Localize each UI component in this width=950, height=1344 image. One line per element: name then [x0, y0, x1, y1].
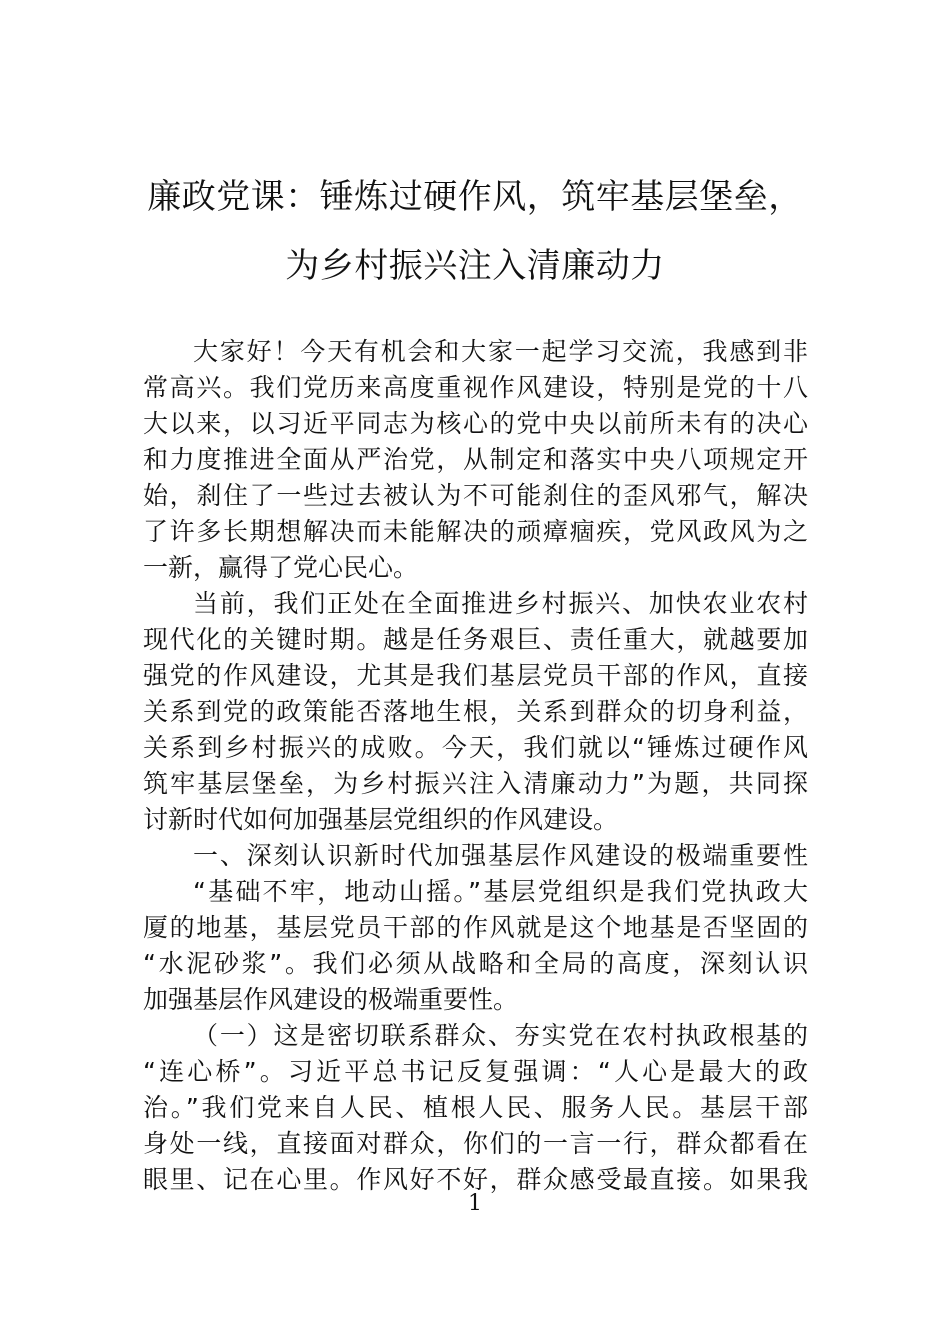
text-line: 筑牢基层堡垒，为乡村振兴注入清廉动力”为题，共同探 [143, 769, 811, 798]
text-line: 常高兴。我们党历来高度重视作风建设，特别是党的十八 [143, 373, 810, 402]
text-line: 了许多长期想解决而未能解决的顽瘴痼疾，党风政风为之 [143, 517, 810, 546]
text-line: 一、深刻认识新时代加强基层作风建设的极端重要性 [193, 841, 810, 870]
text-line: 大以来，以习近平同志为核心的党中央以前所未有的决心 [143, 409, 810, 438]
text-line: 眼里、记在心里。作风好不好，群众感受最直接。如果我 [143, 1165, 810, 1194]
text-line: 一新，赢得了党心民心。 [143, 553, 419, 582]
text-line: 当前，我们正处在全面推进乡村振兴、加快农业农村 [193, 589, 810, 618]
text-line: （一）这是密切联系群众、夯实党在农村执政根基的 [193, 1021, 810, 1050]
text-line: “水泥砂浆”。我们必须从战略和全局的高度，深刻认识 [143, 949, 811, 978]
document-body [143, 334, 812, 1198]
document-title-line-1: 廉政党课：锤炼过硬作风，筑牢基层堡垒， [147, 177, 803, 217]
text-line: 强党的作风建设，尤其是我们基层党员干部的作风，直接 [143, 661, 810, 690]
text-line: “连心桥”。习近平总书记反复强调：“人心是最大的政 [143, 1057, 812, 1086]
text-line: 加强基层作风建设的极端重要性。 [143, 985, 519, 1014]
text-line: 讨新时代如何加强基层党组织的作风建设。 [143, 805, 619, 834]
text-line: 和力度推进全面从严治党，从制定和落实中央八项规定开 [143, 445, 810, 474]
text-line: 厦的地基，基层党员干部的作风就是这个地基是否坚固的 [143, 913, 810, 942]
text-line: 关系到党的政策能否落地生根，关系到群众的切身利益， [143, 697, 810, 726]
document-title-line-2: 为乡村振兴注入清廉动力 [285, 246, 665, 286]
page-number: 1 [468, 1191, 482, 1216]
text-line: 治。”我们党来自人民、植根人民、服务人民。基层干部 [143, 1093, 811, 1122]
text-line: 始，刹住了一些过去被认为不可能刹住的歪风邪气，解决 [143, 481, 810, 510]
text-line: 大家好！今天有机会和大家一起学习交流，我感到非 [193, 337, 810, 366]
text-line: “基础不牢，地动山摇。”基层党组织是我们党执政大 [193, 877, 811, 906]
text-line: 现代化的关键时期。越是任务艰巨、责任重大，就越要加 [143, 625, 810, 654]
text-line: 身处一线，直接面对群众，你们的一言一行，群众都看在 [143, 1129, 810, 1158]
text-line: 关系到乡村振兴的成败。今天，我们就以“锤炼过硬作风 [143, 733, 811, 762]
